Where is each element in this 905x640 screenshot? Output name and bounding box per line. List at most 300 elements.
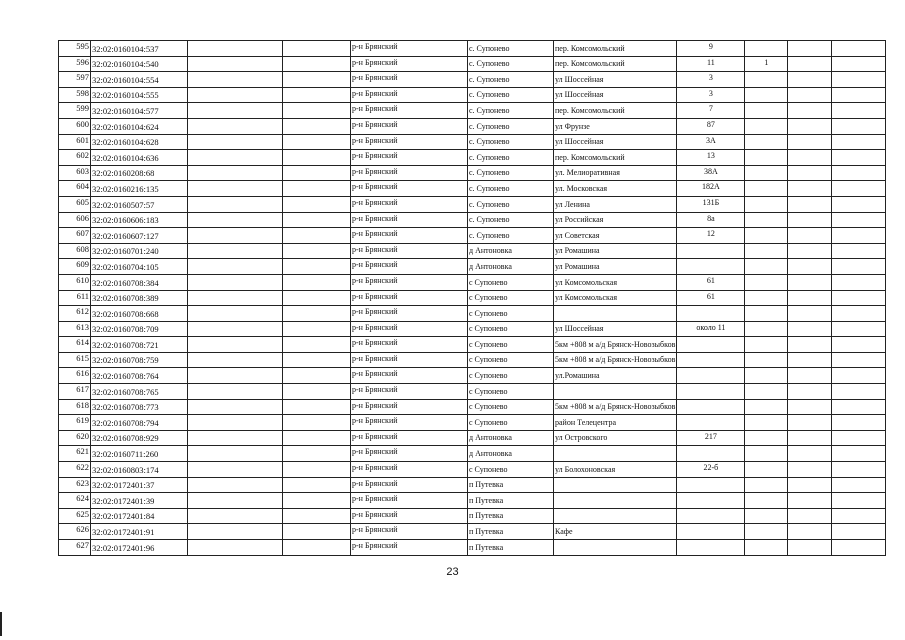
table-row — [59, 290, 886, 306]
empty-cell — [832, 384, 886, 400]
empty-cell — [188, 368, 283, 384]
empty-cell — [788, 306, 832, 322]
extra-cell: 1 — [745, 56, 788, 72]
house-cell: 87 — [677, 118, 745, 134]
district-cell: р-н Брянский — [351, 306, 468, 322]
empty-cell — [788, 540, 832, 556]
row-number: 625 — [59, 508, 91, 524]
house-cell: 61 — [677, 274, 745, 290]
extra-cell — [745, 134, 788, 150]
district-cell: р-н Брянский — [351, 352, 468, 368]
empty-cell — [788, 321, 832, 337]
locality-cell: с Супонево — [468, 337, 554, 353]
empty-cell — [832, 118, 886, 134]
row-number: 622 — [59, 462, 91, 478]
empty-cell — [788, 415, 832, 431]
house-cell — [677, 399, 745, 415]
table-row — [59, 56, 886, 72]
empty-cell — [832, 540, 886, 556]
empty-cell — [283, 415, 351, 431]
empty-cell — [832, 243, 886, 259]
empty-cell — [188, 399, 283, 415]
table-body — [59, 41, 886, 556]
locality-cell: д Антоновка — [468, 243, 554, 259]
table-row — [59, 150, 886, 166]
locality-cell: п Путевка — [468, 524, 554, 540]
district-cell: р-н Брянский — [351, 415, 468, 431]
empty-cell — [788, 212, 832, 228]
extra-cell — [745, 196, 788, 212]
extra-cell — [745, 274, 788, 290]
locality-cell: с. Супонево — [468, 118, 554, 134]
extra-cell — [745, 181, 788, 197]
row-number: 621 — [59, 446, 91, 462]
empty-cell — [283, 181, 351, 197]
row-number: 605 — [59, 196, 91, 212]
extra-cell — [745, 103, 788, 119]
cadastral-number: 32:02:0160708:668 — [91, 306, 188, 322]
empty-cell — [832, 134, 886, 150]
cadastral-number: 32:02:0172401:39 — [91, 493, 188, 509]
extra-cell — [745, 87, 788, 103]
street-cell — [554, 306, 677, 322]
extra-cell — [745, 540, 788, 556]
empty-cell — [283, 352, 351, 368]
empty-cell — [283, 212, 351, 228]
empty-cell — [283, 540, 351, 556]
cadastral-number: 32:02:0160711:260 — [91, 446, 188, 462]
house-cell: 182А — [677, 181, 745, 197]
street-cell: пер. Комсомольский — [554, 150, 677, 166]
empty-cell — [832, 493, 886, 509]
locality-cell: п Путевка — [468, 540, 554, 556]
locality-cell: с Супонево — [468, 306, 554, 322]
empty-cell — [188, 430, 283, 446]
row-number: 596 — [59, 56, 91, 72]
empty-cell — [832, 337, 886, 353]
locality-cell: с. Супонево — [468, 87, 554, 103]
cadastral-number: 32:02:0160701:240 — [91, 243, 188, 259]
cadastral-number: 32:02:0160104:540 — [91, 56, 188, 72]
empty-cell — [832, 399, 886, 415]
row-number: 616 — [59, 368, 91, 384]
table-row — [59, 118, 886, 134]
house-cell: 217 — [677, 430, 745, 446]
row-number: 607 — [59, 228, 91, 244]
empty-cell — [188, 321, 283, 337]
district-cell: р-н Брянский — [351, 540, 468, 556]
extra-cell — [745, 165, 788, 181]
cadastral-number: 32:02:0160104:628 — [91, 134, 188, 150]
district-cell: р-н Брянский — [351, 274, 468, 290]
empty-cell — [188, 56, 283, 72]
extra-cell — [745, 118, 788, 134]
street-cell — [554, 508, 677, 524]
empty-cell — [188, 462, 283, 478]
district-cell: р-н Брянский — [351, 259, 468, 275]
district-cell: р-н Брянский — [351, 508, 468, 524]
house-cell — [677, 524, 745, 540]
table-row — [59, 87, 886, 103]
district-cell: р-н Брянский — [351, 56, 468, 72]
table-row — [59, 430, 886, 446]
empty-cell — [188, 384, 283, 400]
street-cell: ул Островского — [554, 430, 677, 446]
locality-cell: с. Супонево — [468, 56, 554, 72]
empty-cell — [832, 415, 886, 431]
empty-cell — [283, 462, 351, 478]
cadastral-number: 32:02:0160708:773 — [91, 399, 188, 415]
cadastral-number: 32:02:0160104:555 — [91, 87, 188, 103]
empty-cell — [188, 72, 283, 88]
empty-cell — [832, 228, 886, 244]
street-cell: ул Российская — [554, 212, 677, 228]
locality-cell: с. Супонево — [468, 103, 554, 119]
row-number: 623 — [59, 477, 91, 493]
district-cell: р-н Брянский — [351, 430, 468, 446]
extra-cell — [745, 41, 788, 57]
locality-cell: с. Супонево — [468, 72, 554, 88]
table-row — [59, 446, 886, 462]
extra-cell — [745, 243, 788, 259]
empty-cell — [832, 212, 886, 228]
table-row — [59, 134, 886, 150]
table-row — [59, 181, 886, 197]
table-row — [59, 493, 886, 509]
locality-cell: с. Супонево — [468, 165, 554, 181]
empty-cell — [283, 118, 351, 134]
district-cell: р-н Брянский — [351, 134, 468, 150]
empty-cell — [788, 368, 832, 384]
cadastral-number: 32:02:0160607:127 — [91, 228, 188, 244]
street-cell: ул Шоссейная — [554, 134, 677, 150]
empty-cell — [832, 462, 886, 478]
street-cell: ул.Ромашина — [554, 368, 677, 384]
house-cell: 8а — [677, 212, 745, 228]
extra-cell — [745, 508, 788, 524]
empty-cell — [283, 165, 351, 181]
empty-cell — [283, 384, 351, 400]
locality-cell: п Путевка — [468, 508, 554, 524]
row-number: 624 — [59, 493, 91, 509]
street-cell — [554, 446, 677, 462]
house-cell: 38А — [677, 165, 745, 181]
empty-cell — [283, 306, 351, 322]
empty-cell — [283, 337, 351, 353]
table-row — [59, 415, 886, 431]
table-row — [59, 524, 886, 540]
locality-cell: с. Супонево — [468, 212, 554, 228]
district-cell: р-н Брянский — [351, 321, 468, 337]
table-row — [59, 212, 886, 228]
cadastral-number: 32:02:0160104:554 — [91, 72, 188, 88]
extra-cell — [745, 524, 788, 540]
empty-cell — [788, 56, 832, 72]
house-cell — [677, 477, 745, 493]
empty-cell — [832, 72, 886, 88]
empty-cell — [188, 508, 283, 524]
district-cell: р-н Брянский — [351, 493, 468, 509]
house-cell: 3А — [677, 134, 745, 150]
row-number: 613 — [59, 321, 91, 337]
street-cell: ул. Мелиоративная — [554, 165, 677, 181]
empty-cell — [188, 446, 283, 462]
row-number: 602 — [59, 150, 91, 166]
row-number: 617 — [59, 384, 91, 400]
empty-cell — [283, 72, 351, 88]
house-cell: около 11 — [677, 321, 745, 337]
empty-cell — [188, 134, 283, 150]
house-cell: 22-б — [677, 462, 745, 478]
empty-cell — [788, 134, 832, 150]
empty-cell — [832, 87, 886, 103]
empty-cell — [788, 150, 832, 166]
district-cell: р-н Брянский — [351, 368, 468, 384]
house-cell: 12 — [677, 228, 745, 244]
empty-cell — [283, 228, 351, 244]
street-cell — [554, 384, 677, 400]
house-cell — [677, 493, 745, 509]
extra-cell — [745, 430, 788, 446]
empty-cell — [188, 87, 283, 103]
street-cell: 5км +808 м а/д Брянск-Новозыбков — [554, 337, 677, 353]
row-number: 595 — [59, 41, 91, 57]
empty-cell — [188, 540, 283, 556]
empty-cell — [788, 72, 832, 88]
empty-cell — [788, 243, 832, 259]
row-number: 626 — [59, 524, 91, 540]
house-cell: 3 — [677, 87, 745, 103]
district-cell: р-н Брянский — [351, 165, 468, 181]
locality-cell: с Супонево — [468, 352, 554, 368]
locality-cell: с. Супонево — [468, 41, 554, 57]
empty-cell — [283, 477, 351, 493]
district-cell: р-н Брянский — [351, 212, 468, 228]
empty-cell — [832, 41, 886, 57]
empty-cell — [188, 228, 283, 244]
street-cell: пер. Комсомольский — [554, 41, 677, 57]
street-cell: ул Комсомольская — [554, 274, 677, 290]
empty-cell — [788, 41, 832, 57]
table-row — [59, 72, 886, 88]
locality-cell: с. Супонево — [468, 196, 554, 212]
empty-cell — [188, 259, 283, 275]
empty-cell — [788, 181, 832, 197]
property-table — [58, 40, 886, 556]
street-cell: пер. Комсомольский — [554, 56, 677, 72]
empty-cell — [832, 368, 886, 384]
empty-cell — [832, 196, 886, 212]
empty-cell — [188, 118, 283, 134]
house-cell — [677, 415, 745, 431]
cadastral-number: 32:02:0160606:183 — [91, 212, 188, 228]
row-number: 600 — [59, 118, 91, 134]
street-cell: ул Комсомольская — [554, 290, 677, 306]
district-cell: р-н Брянский — [351, 524, 468, 540]
locality-cell: с. Супонево — [468, 150, 554, 166]
empty-cell — [283, 103, 351, 119]
row-number: 618 — [59, 399, 91, 415]
house-cell — [677, 508, 745, 524]
row-number: 612 — [59, 306, 91, 322]
house-cell: 7 — [677, 103, 745, 119]
extra-cell — [745, 321, 788, 337]
extra-cell — [745, 415, 788, 431]
house-cell — [677, 259, 745, 275]
empty-cell — [788, 477, 832, 493]
district-cell: р-н Брянский — [351, 446, 468, 462]
empty-cell — [832, 477, 886, 493]
empty-cell — [188, 181, 283, 197]
row-number: 615 — [59, 352, 91, 368]
row-number: 603 — [59, 165, 91, 181]
cadastral-number: 32:02:0160708:709 — [91, 321, 188, 337]
district-cell: р-н Брянский — [351, 118, 468, 134]
house-cell — [677, 446, 745, 462]
locality-cell: с Супонево — [468, 384, 554, 400]
extra-cell — [745, 368, 788, 384]
empty-cell — [832, 306, 886, 322]
house-cell — [677, 384, 745, 400]
locality-cell: с Супонево — [468, 290, 554, 306]
row-number: 599 — [59, 103, 91, 119]
table-row — [59, 337, 886, 353]
district-cell: р-н Брянский — [351, 41, 468, 57]
table-row — [59, 384, 886, 400]
cadastral-number: 32:02:0160104:537 — [91, 41, 188, 57]
table-row — [59, 399, 886, 415]
district-cell: р-н Брянский — [351, 290, 468, 306]
empty-cell — [788, 493, 832, 509]
extra-cell — [745, 446, 788, 462]
empty-cell — [788, 508, 832, 524]
empty-cell — [283, 150, 351, 166]
street-cell: ул Ленина — [554, 196, 677, 212]
extra-cell — [745, 493, 788, 509]
house-cell — [677, 306, 745, 322]
street-cell: ул. Московская — [554, 181, 677, 197]
locality-cell: с. Супонево — [468, 134, 554, 150]
house-cell: 131Б — [677, 196, 745, 212]
cadastral-number: 32:02:0172401:91 — [91, 524, 188, 540]
locality-cell: д Антоновка — [468, 446, 554, 462]
street-cell — [554, 477, 677, 493]
row-number: 608 — [59, 243, 91, 259]
table-row — [59, 259, 886, 275]
district-cell: р-н Брянский — [351, 462, 468, 478]
street-cell: Кафе — [554, 524, 677, 540]
district-cell: р-н Брянский — [351, 228, 468, 244]
empty-cell — [832, 508, 886, 524]
empty-cell — [832, 290, 886, 306]
extra-cell — [745, 290, 788, 306]
extra-cell — [745, 212, 788, 228]
cadastral-number: 32:02:0160104:577 — [91, 103, 188, 119]
table-row — [59, 321, 886, 337]
row-number: 619 — [59, 415, 91, 431]
empty-cell — [188, 41, 283, 57]
empty-cell — [788, 337, 832, 353]
row-number: 627 — [59, 540, 91, 556]
extra-cell — [745, 477, 788, 493]
extra-cell — [745, 337, 788, 353]
row-number: 620 — [59, 430, 91, 446]
empty-cell — [832, 446, 886, 462]
empty-cell — [832, 524, 886, 540]
table-row — [59, 352, 886, 368]
empty-cell — [788, 399, 832, 415]
district-cell: р-н Брянский — [351, 103, 468, 119]
empty-cell — [788, 290, 832, 306]
extra-cell — [745, 259, 788, 275]
empty-cell — [788, 165, 832, 181]
table-row — [59, 306, 886, 322]
street-cell: ул Советская — [554, 228, 677, 244]
house-cell — [677, 352, 745, 368]
empty-cell — [188, 274, 283, 290]
empty-cell — [188, 477, 283, 493]
cadastral-number: 32:02:0160803:174 — [91, 462, 188, 478]
street-cell: 5км +808 м а/д Брянск-Новозыбков — [554, 399, 677, 415]
empty-cell — [188, 306, 283, 322]
empty-cell — [832, 274, 886, 290]
empty-cell — [832, 150, 886, 166]
extra-cell — [745, 399, 788, 415]
extra-cell — [745, 384, 788, 400]
cadastral-number: 32:02:0160708:764 — [91, 368, 188, 384]
street-cell: район Телецентра — [554, 415, 677, 431]
empty-cell — [283, 274, 351, 290]
street-cell: ул Болохоновская — [554, 462, 677, 478]
district-cell: р-н Брянский — [351, 181, 468, 197]
empty-cell — [283, 321, 351, 337]
street-cell: пер. Комсомольский — [554, 103, 677, 119]
empty-cell — [188, 524, 283, 540]
house-cell: 9 — [677, 41, 745, 57]
empty-cell — [788, 118, 832, 134]
row-number: 601 — [59, 134, 91, 150]
empty-cell — [188, 415, 283, 431]
extra-cell — [745, 306, 788, 322]
locality-cell: п Путевка — [468, 477, 554, 493]
cadastral-number: 32:02:0160708:389 — [91, 290, 188, 306]
district-cell: р-н Брянский — [351, 196, 468, 212]
empty-cell — [188, 352, 283, 368]
cadastral-number: 32:02:0160507:57 — [91, 196, 188, 212]
row-number: 614 — [59, 337, 91, 353]
empty-cell — [283, 243, 351, 259]
street-cell: ул Шоссейная — [554, 72, 677, 88]
empty-cell — [832, 103, 886, 119]
empty-cell — [188, 290, 283, 306]
empty-cell — [788, 446, 832, 462]
street-cell: ул Ромашина — [554, 259, 677, 275]
district-cell: р-н Брянский — [351, 384, 468, 400]
row-number: 604 — [59, 181, 91, 197]
empty-cell — [283, 41, 351, 57]
empty-cell — [788, 87, 832, 103]
street-cell: ул Шоссейная — [554, 87, 677, 103]
empty-cell — [832, 165, 886, 181]
empty-cell — [788, 103, 832, 119]
district-cell: р-н Брянский — [351, 337, 468, 353]
cadastral-number: 32:02:0160708:794 — [91, 415, 188, 431]
locality-cell: д Антоновка — [468, 259, 554, 275]
street-cell — [554, 540, 677, 556]
empty-cell — [283, 134, 351, 150]
empty-cell — [788, 352, 832, 368]
extra-cell — [745, 72, 788, 88]
